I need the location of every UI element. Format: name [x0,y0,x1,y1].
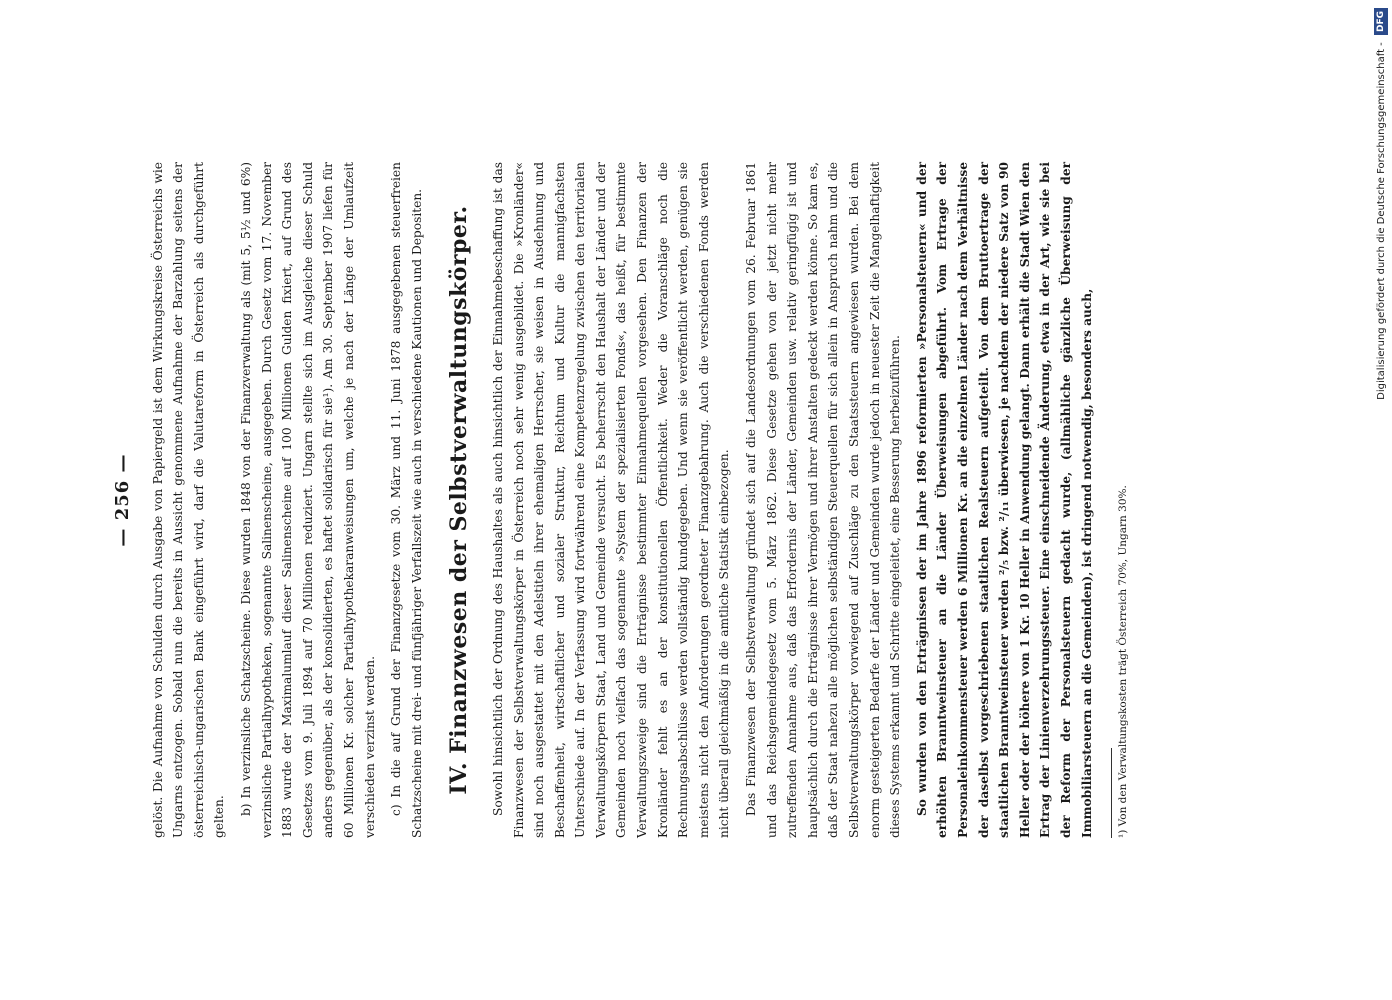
paragraph-personalsteuern: So wurden von den Erträgnissen der im Jahre 1896 reformierten »Personalsteuern« und der erhöhten Branntweinsteuer an die Länder Überweisungen abgeführt. Vom Ertrage der Personaleinkommensteuer werden 6 Millionen Kr. an die einzelnen Länder nach dem Verhältnisse der daselbst vorgeschriebenen staatlichen Realsteuern aufgeteilt. Von dem Bruttoertrage der staatlichen Branntweinsteuer werden ²/₅ bzw. ²/₁₁ überwiesen, je nachdem der niedere Satz von 90 Heller oder der höhere von 1 Kr. 10 Heller in Anwendung gelangt. Dann erhält die Stadt Wien den Ertrag der Linienverzehrungssteuer. Eine einschneidende Änderung, etwa in der Art, wie sie bei der Reform der Personalsteuern gedacht wurde, (allmähliche gänzliche Überweisung der Immobiliarsteuern an die Gemeinden), ist dringend notwendig, besonders auch, [914,162,1094,838]
footnote-divider [1111,748,1112,838]
paragraph-schatzscheine-b: b) In verzinsliche Schatzscheine. Diese wurden 1848 von der Finanzverwaltung als (mit 5, 5½ und 6%) verzinsliche Partialhypotheken, sogenannte Salinenscheine, ausgegeben. Durch Gesetz vom 17. November 1883 wurde der Maximalumlauf dieser Salinenscheine auf 100 Millionen Gulden fixiert, auf Grund des Gesetzes vom 9. Juli 1894 auf 70 Millionen reduziert. Ungarn stellte sich im Ausgleiche dieser Schuld anders gegenüber, als der konsolidierten, es haftet solidarisch für sie¹). Am 30. September 1907 liefen für 60 Millionen Kr. solcher Partialhypothekaranweisungen um, welche je nach der Länge der Umlaufzeit verschieden verzinst werden. [238,162,377,838]
page-number: — 256 — [112,453,133,547]
paragraph-schatzscheine-c: c) In die auf Grund der Finanzgesetze vom 30. März und 11. Juni 1878 ausgegebenen steuerfreien Schatzscheine mit drei- und fünfjähriger Verfallszeit wie auch in verschiedene Kautionen und Depositen. [389,162,424,838]
footnote: ¹) Von den Verwaltungskosten trägt Österreich 70%, Ungarn 30%. [1117,485,1130,838]
dfg-logo: DFG [1374,8,1388,35]
section-heading: IV. Finanzwesen der Selbstverwaltungskörper. [446,205,473,795]
digitization-credit [1372,8,1392,998]
credit-text: Digitalisierung gefördert durch die Deutsche Forschungsgemeinschaft - [1376,42,1387,400]
paragraph-landesordnungen: Das Finanzwesen der Selbstverwaltung gründet sich auf die Landesordnungen vom 26. Februar 1861 und das Reichsgemeindegesetz vom 5. März 1862. Diese Gesetze gehen von der jetzt nicht mehr zutreffenden Annahme aus, daß das Erfordernis der Länder, Gemeinden usw. relativ geringfügig ist und hauptsächlich durch die Erträgnisse ihrer Vermögen und ihrer Anstalten gedeckt werden könne. So kam es, daß der Staat nahezu alle möglichen selbständigen Steuerquellen für sich allein in Anspruch nahm und die Selbstverwaltungskörper vorwiegend auf Zuschläge zu den Staatssteuern angewiesen wurden. Bei dem enorm gesteigerten Bedarfe der Länder und Gemeinden wurde jedoch in neuester Zeit die Mangelhaftigkeit dieses Systems erkannt und Schritte eingeleitet, eine Besserung herbeizuführen. [744,162,903,838]
paragraph-einnahmebeschaffung: Sowohl hinsichtlich der Ordnung des Haushaltes als auch hinsichtlich der Einnahmebeschaffung ist das Finanzwesen der Selbstverwaltungskörper in Österreich noch sehr wenig ausgebildet. Die »Kronländer« sind noch ausgestattet mit den Adelstiteln ihrer ehemaligen Herrscher, sie weisen in Ausdehnung und Beschaffenheit, wirtschaftlicher und sozialer Struktur, Reichtum und Kultur die mannigfachsten Unterschiede auf. In der Verfassung wird fortwährend eine Kompetenzregelung zwischen den territorialen Verwaltungskörpern Staat, Land und Gemeinde versucht. Es beherrscht den Haushalt der Länder und der Gemeinden noch vielfach das sogenannte »System der spezialisierten Fonds«, das heißt, für bestimmte Verwaltungszweige sind die Erträgnisse bestimmter Einnahmequellen vorgesehen. Den Finanzen der Kronländer fehlt es an der konstitutionellen Öffentlichkeit. Weder die Voranschläge noch die Rechnungsabschlüsse werden vollständig kundgegeben. Und wenn sie veröffentlicht werden, genügen sie meistens nicht den Anforderungen geordneter Finanzgebahrung. Auch die verschiedenen Fonds werden nicht überall gleichmäßig in die amtliche Statistik einbezogen. [490,162,732,838]
rotated-page-content [95,150,1135,850]
paragraph-valuta: gelöst. Die Aufnahme von Schulden durch Ausgabe von Papiergeld ist dem Wirkungskreise Österreichs wie Ungarns entzogen. Sobald nun die bereits in Aussicht genommene Aufnahme der Barzahlung seitens der österreichisch-ungarischen Bank eingeführt wird, darf die Valutareform in Österreich als durchgeführt gelten. [150,162,227,838]
